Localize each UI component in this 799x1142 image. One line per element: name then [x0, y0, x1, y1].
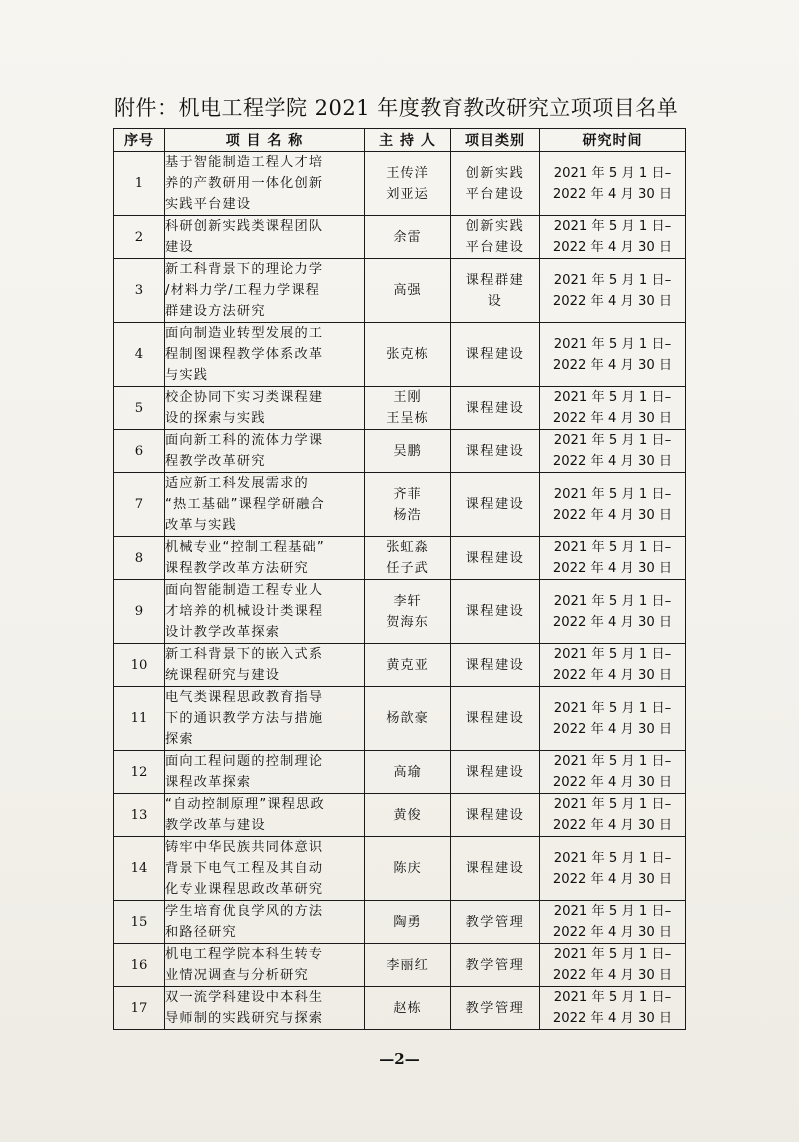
- project-host: 杨歆豪: [386, 711, 429, 726]
- project-host-cell: [365, 944, 451, 987]
- project-type-cell: [451, 751, 540, 794]
- research-period-cell: [540, 644, 686, 687]
- project-type: 教学管理: [465, 957, 525, 973]
- research-period-cell: [540, 430, 686, 473]
- project-name-cell: [165, 751, 365, 794]
- project-type-cell: [451, 323, 540, 387]
- row-number-cell: [114, 387, 165, 430]
- project-host: 吴鹏: [393, 443, 422, 459]
- research-period-cell: [540, 152, 686, 216]
- research-period: 2021 年 5 月 1 日– 2022 年 4 月 30 日: [552, 947, 673, 983]
- research-period: 2021 年 5 月 1 日– 2022 年 4 月 30 日: [552, 540, 673, 576]
- project-type-cell: [451, 794, 540, 837]
- project-name-cell: [165, 387, 365, 430]
- project-type: 教学管理: [465, 1000, 525, 1016]
- project-name-cell: [165, 152, 365, 216]
- project-type-cell: [451, 537, 540, 580]
- project-host: 李轩 贺海东: [386, 593, 429, 630]
- project-name: 面向智能制造工程专业人 才培养的机械设计类课程 设计教学改革探索: [165, 583, 324, 640]
- project-host: 赵栋: [393, 1000, 422, 1016]
- project-type-cell: [451, 259, 540, 323]
- document-title: 附件：机电工程学院 2021 年度教育教改研究立项项目名单: [114, 96, 679, 120]
- row-number-cell: [114, 987, 165, 1030]
- page-number: —2—: [379, 1050, 420, 1068]
- research-period-cell: [540, 687, 686, 751]
- research-period-cell: [540, 837, 686, 901]
- row-number: 10: [130, 657, 148, 673]
- project-name-cell: [165, 644, 365, 687]
- row-number-cell: [114, 794, 165, 837]
- row-number-cell: [114, 687, 165, 751]
- research-period-cell: [540, 751, 686, 794]
- project-name: 面向新工科的流体力学课 程教学改革研究: [165, 433, 324, 469]
- project-name-cell: [165, 794, 365, 837]
- project-host: 黄俊: [393, 807, 422, 823]
- research-period-cell: [540, 387, 686, 430]
- row-number-cell: [114, 216, 165, 259]
- table-row: [114, 387, 686, 430]
- table-row: [114, 473, 686, 537]
- table-row: [114, 152, 686, 216]
- project-type: 课程建设: [465, 443, 525, 459]
- project-type-cell: [451, 687, 540, 751]
- project-name: 铸牢中华民族共同体意识 背景下电气工程及其自动 化专业课程思政改革研究: [165, 840, 324, 897]
- row-number-cell: [114, 537, 165, 580]
- row-number: 14: [130, 861, 148, 876]
- project-type-cell: [451, 580, 540, 644]
- table-row: [114, 644, 686, 687]
- research-period-cell: [540, 794, 686, 837]
- project-type: 课程建设: [465, 347, 525, 362]
- project-name-cell: [165, 901, 365, 944]
- table-row: [114, 259, 686, 323]
- project-name: 面向制造业转型发展的工 程制图课程教学体系改革 与实践: [165, 326, 324, 383]
- project-host: 王传洋 刘亚运: [386, 165, 429, 202]
- research-period-cell: [540, 944, 686, 987]
- row-number-cell: [114, 901, 165, 944]
- project-host-cell: [365, 259, 451, 323]
- project-table: [113, 128, 686, 1030]
- project-name: 学生培育优良学风的方法 和路径研究: [165, 904, 324, 940]
- project-host-cell: [365, 837, 451, 901]
- row-number: 6: [134, 443, 144, 459]
- project-name-cell: [165, 687, 365, 751]
- research-period: 2021 年 5 月 1 日– 2022 年 4 月 30 日: [552, 904, 673, 940]
- row-number: 16: [130, 957, 148, 973]
- research-period: 2021 年 5 月 1 日– 2022 年 4 月 30 日: [552, 990, 673, 1026]
- table-row: [114, 837, 686, 901]
- project-host-cell: [365, 901, 451, 944]
- table-row: [114, 751, 686, 794]
- project-host: 李丽红: [386, 957, 429, 973]
- project-name: 基于智能制造工程人才培 养的产教研用一体化创新 实践平台建设: [165, 155, 324, 212]
- project-host-cell: [365, 644, 451, 687]
- table-row: [114, 794, 686, 837]
- project-host-cell: [365, 473, 451, 537]
- research-period: 2021 年 5 月 1 日– 2022 年 4 月 30 日: [552, 593, 673, 630]
- research-period: 2021 年 5 月 1 日– 2022 年 4 月 30 日: [552, 754, 673, 790]
- project-type: 课程建设: [465, 861, 525, 876]
- project-host-cell: [365, 687, 451, 751]
- row-number: 15: [130, 914, 148, 930]
- header-time: 研究时间: [540, 129, 686, 152]
- project-type: 课程建设: [465, 764, 525, 780]
- project-type-cell: [451, 473, 540, 537]
- project-host: 高瑜: [393, 764, 422, 780]
- row-number-cell: [114, 323, 165, 387]
- project-host-cell: [365, 387, 451, 430]
- row-number: 7: [134, 497, 144, 512]
- row-number-cell: [114, 751, 165, 794]
- project-name: 双一流学科建设中本科生 导师制的实践研究与探索: [165, 990, 324, 1026]
- project-type-cell: [451, 987, 540, 1030]
- project-name: 适应新工科发展需求的 “热工基础”课程学研融合 改革与实践: [165, 476, 325, 533]
- row-number: 8: [134, 550, 144, 566]
- research-period: 2021 年 5 月 1 日– 2022 年 4 月 30 日: [552, 647, 673, 683]
- research-period: 2021 年 5 月 1 日– 2022 年 4 月 30 日: [552, 850, 673, 887]
- table-row: [114, 323, 686, 387]
- project-type: 创新实践 平台建设: [465, 219, 525, 255]
- project-type: 课程群建 设: [465, 272, 525, 309]
- project-host: 王刚 王呈栋: [386, 390, 429, 426]
- table-row: [114, 430, 686, 473]
- project-type-cell: [451, 216, 540, 259]
- project-name: 面向工程问题的控制理论 课程改革探索: [165, 754, 324, 790]
- project-host-cell: [365, 430, 451, 473]
- row-number-cell: [114, 837, 165, 901]
- row-number: 13: [130, 807, 148, 823]
- project-name: 科研创新实践类课程团队 建设: [165, 219, 324, 255]
- row-number-cell: [114, 473, 165, 537]
- research-period-cell: [540, 473, 686, 537]
- row-number-cell: [114, 152, 165, 216]
- table-row: [114, 687, 686, 751]
- research-period-cell: [540, 259, 686, 323]
- project-name: “自动控制原理”课程思政 教学改革与建设: [165, 797, 325, 833]
- project-name: 新工科背景下的理论力学 /材料力学/工程力学课程 群建设方法研究: [165, 262, 324, 319]
- project-name: 机械专业“控制工程基础” 课程教学改革方法研究: [165, 540, 325, 576]
- project-name-cell: [165, 430, 365, 473]
- table-row: [114, 216, 686, 259]
- project-name: 机电工程学院本科生转专 业情况调查与分析研究: [165, 947, 324, 983]
- row-number: 5: [134, 400, 144, 416]
- project-type: 创新实践 平台建设: [465, 165, 525, 202]
- project-type-cell: [451, 837, 540, 901]
- table-row: [114, 901, 686, 944]
- row-number-cell: [114, 430, 165, 473]
- research-period-cell: [540, 537, 686, 580]
- project-host: 齐菲 杨浩: [393, 486, 422, 523]
- research-period: 2021 年 5 月 1 日– 2022 年 4 月 30 日: [552, 797, 673, 833]
- project-name: 校企协同下实习类课程建 设的探索与实践: [165, 390, 324, 426]
- research-period: 2021 年 5 月 1 日– 2022 年 4 月 30 日: [552, 272, 673, 309]
- project-name-cell: [165, 216, 365, 259]
- project-type-cell: [451, 901, 540, 944]
- row-number: 4: [134, 347, 144, 362]
- project-name-cell: [165, 473, 365, 537]
- project-name-cell: [165, 580, 365, 644]
- research-period: 2021 年 5 月 1 日– 2022 年 4 月 30 日: [552, 486, 673, 523]
- project-type-cell: [451, 944, 540, 987]
- header-name: 项 目 名 称: [165, 129, 365, 152]
- project-host: 陶勇: [393, 914, 422, 930]
- research-period-cell: [540, 216, 686, 259]
- project-type-cell: [451, 152, 540, 216]
- research-period: 2021 年 5 月 1 日– 2022 年 4 月 30 日: [552, 219, 673, 255]
- project-type-cell: [451, 387, 540, 430]
- project-name-cell: [165, 323, 365, 387]
- project-host-cell: [365, 751, 451, 794]
- row-number: 12: [130, 764, 148, 780]
- project-host: 高强: [393, 283, 422, 298]
- project-name-cell: [165, 944, 365, 987]
- research-period-cell: [540, 901, 686, 944]
- project-name-cell: [165, 537, 365, 580]
- research-period: 2021 年 5 月 1 日– 2022 年 4 月 30 日: [552, 390, 673, 426]
- project-type-cell: [451, 644, 540, 687]
- research-period-cell: [540, 580, 686, 644]
- project-host: 张虹淼 任子武: [386, 540, 429, 576]
- project-host-cell: [365, 323, 451, 387]
- research-period: 2021 年 5 月 1 日– 2022 年 4 月 30 日: [552, 165, 673, 202]
- project-type: 课程建设: [465, 497, 525, 512]
- project-host: 陈庆: [393, 861, 422, 876]
- project-host-cell: [365, 152, 451, 216]
- project-name: 电气类课程思政教育指导 下的通识教学方法与措施 探索: [165, 690, 324, 747]
- row-number: 2: [134, 229, 144, 245]
- project-name: 新工科背景下的嵌入式系 统课程研究与建设: [165, 647, 324, 683]
- row-number: 17: [130, 1000, 148, 1016]
- header-type: 项目类别: [451, 129, 540, 152]
- row-number: 1: [134, 176, 144, 191]
- project-name-cell: [165, 837, 365, 901]
- row-number-cell: [114, 644, 165, 687]
- project-host: 张克栋: [386, 347, 429, 362]
- project-host-cell: [365, 794, 451, 837]
- project-type: 课程建设: [465, 400, 525, 416]
- project-type: 课程建设: [465, 604, 525, 619]
- project-type: 课程建设: [465, 550, 525, 566]
- table-row: [114, 987, 686, 1030]
- project-host-cell: [365, 987, 451, 1030]
- table-row: [114, 580, 686, 644]
- table-header-row: [114, 129, 686, 152]
- project-name-cell: [165, 259, 365, 323]
- project-host-cell: [365, 216, 451, 259]
- project-type: 课程建设: [465, 807, 525, 823]
- table-row: [114, 537, 686, 580]
- project-name-cell: [165, 987, 365, 1030]
- project-host-cell: [365, 580, 451, 644]
- project-type: 课程建设: [465, 657, 525, 673]
- research-period-cell: [540, 987, 686, 1030]
- research-period: 2021 年 5 月 1 日– 2022 年 4 月 30 日: [552, 700, 673, 737]
- research-period: 2021 年 5 月 1 日– 2022 年 4 月 30 日: [552, 433, 673, 469]
- row-number: 11: [130, 711, 148, 726]
- row-number-cell: [114, 944, 165, 987]
- row-number-cell: [114, 580, 165, 644]
- project-host: 余雷: [393, 229, 422, 245]
- row-number: 9: [134, 604, 144, 619]
- table-row: [114, 944, 686, 987]
- project-type-cell: [451, 430, 540, 473]
- project-host-cell: [365, 537, 451, 580]
- row-number: 3: [134, 283, 144, 298]
- research-period: 2021 年 5 月 1 日– 2022 年 4 月 30 日: [552, 336, 673, 373]
- header-no: 序号: [114, 129, 165, 152]
- row-number-cell: [114, 259, 165, 323]
- project-host: 黄克亚: [386, 657, 429, 673]
- project-type: 课程建设: [465, 711, 525, 726]
- project-type: 教学管理: [465, 914, 525, 930]
- header-host: 主 持 人: [365, 129, 451, 152]
- research-period-cell: [540, 323, 686, 387]
